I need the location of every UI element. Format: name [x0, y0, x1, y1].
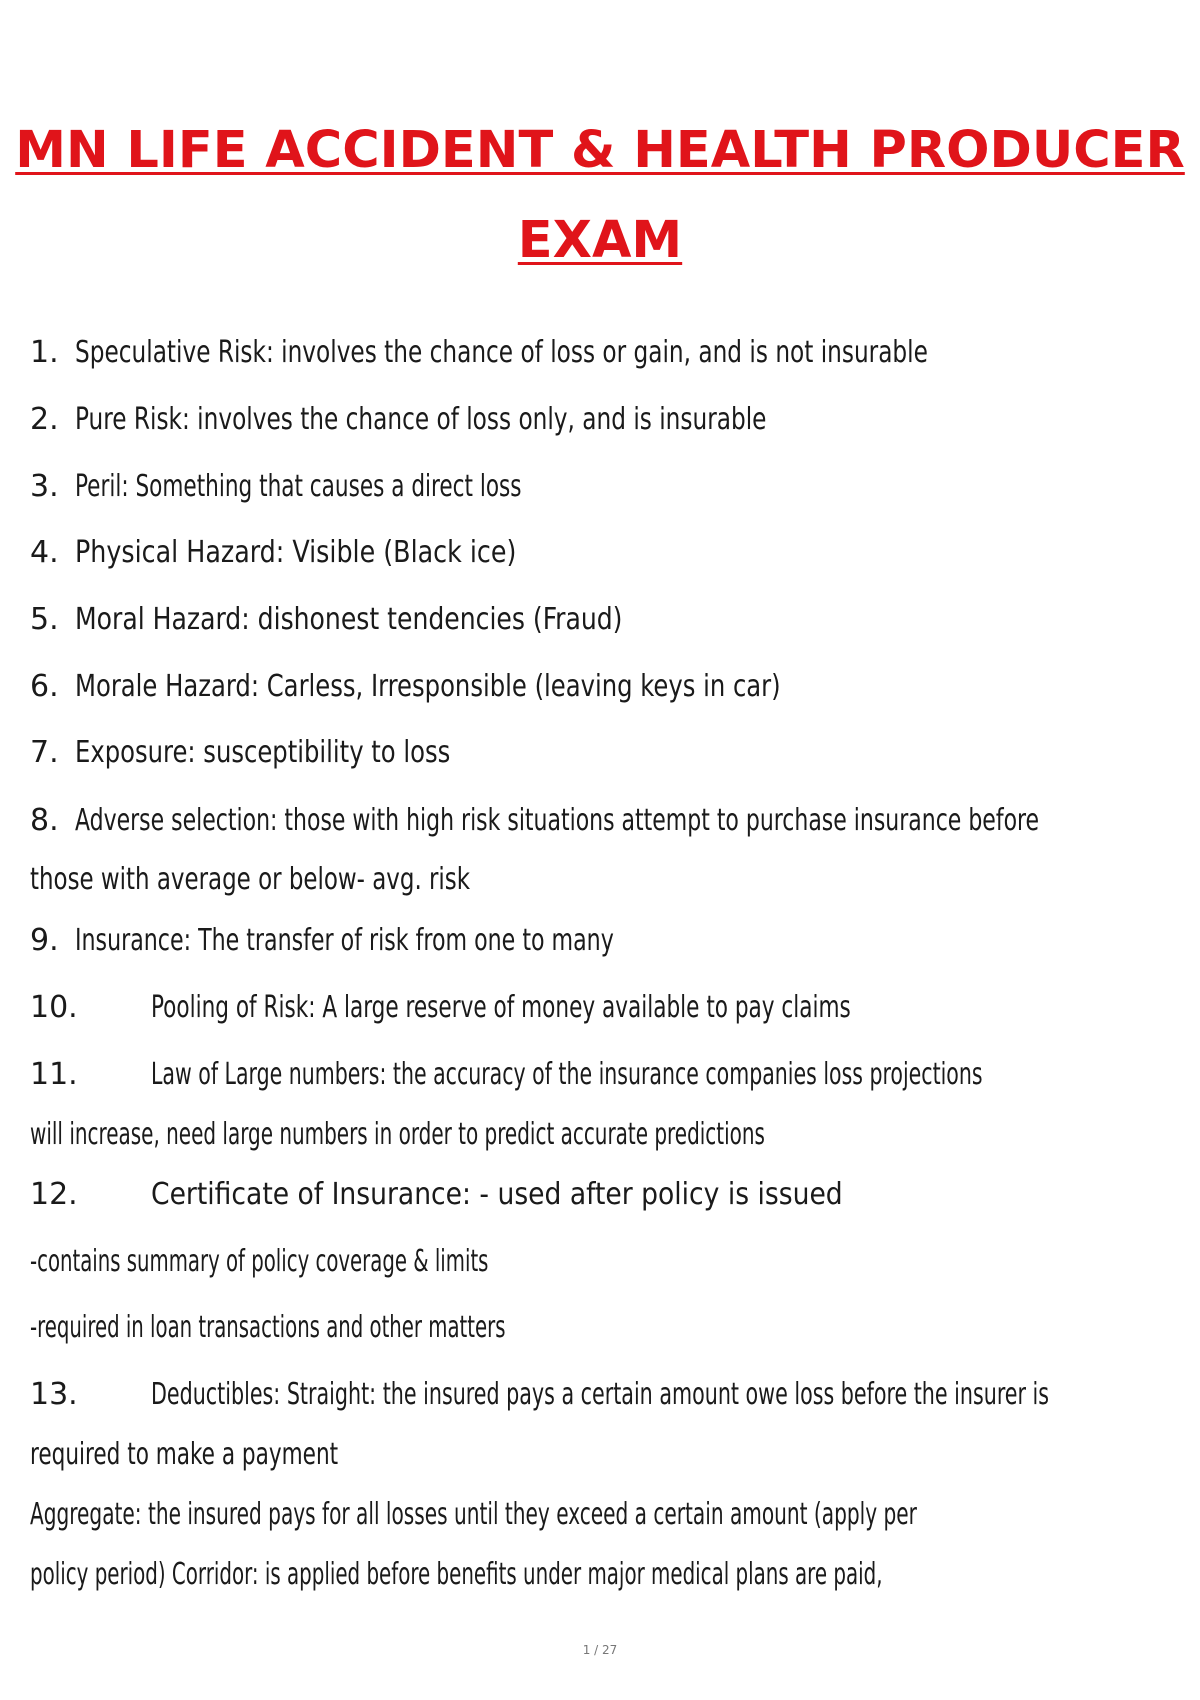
item-text: Morale Hazard: Carless, Irresponsible (leaving keys in car) [75, 669, 781, 704]
list-item [30, 669, 1170, 704]
item-text: Pooling of Risk: A large reserve of money available to pay claims [150, 990, 851, 1025]
item-text: policy period) Corridor: is applied before benefits under major medical plans are paid, [30, 1557, 883, 1592]
list-item-continuation [30, 1310, 1170, 1345]
list-item [30, 335, 1170, 370]
item-text: required to make a payment [30, 1437, 339, 1472]
item-text: Aggregate: the insured pays for all losses until they exceed a certain amount (apply per [30, 1497, 917, 1532]
item-number: 11. [30, 1057, 78, 1092]
list-item [30, 402, 1170, 437]
item-text: Speculative Risk: involves the chance of loss or gain, and is not insurable [75, 335, 929, 370]
list-item [30, 735, 1170, 770]
item-number: 9. [30, 923, 59, 958]
item-number: 8. [30, 803, 59, 838]
item-number: 4. [30, 535, 59, 570]
item-text: Law of Large numbers: the accuracy of the insurance companies loss projections [150, 1057, 983, 1092]
item-number: 10. [30, 990, 78, 1025]
item-text: Exposure: susceptibility to loss [75, 735, 451, 770]
document-title-line-1: MN LIFE ACCIDENT & HEALTH PRODUCER [15, 121, 1185, 180]
item-text: Deductibles: Straight: the insured pays a certain amount owe loss before the insurer is [150, 1377, 1049, 1412]
list-item [30, 469, 1170, 504]
item-text: Moral Hazard: dishonest tendencies (Fraud) [75, 602, 623, 637]
item-number: 5. [30, 602, 59, 637]
item-number: 7. [30, 735, 59, 770]
item-text: those with average or below- avg. risk [30, 862, 471, 897]
item-number: 13. [30, 1377, 78, 1412]
list-item [30, 1177, 1170, 1212]
list-item [30, 923, 1170, 958]
item-text: -required in loan transactions and other matters [30, 1310, 506, 1345]
document-title-line-2: EXAM [517, 211, 683, 270]
list-item-continuation [30, 1437, 1170, 1472]
page-number: 1 / 27 [582, 1643, 618, 1657]
item-text: Pure Risk: involves the chance of loss only, and is insurable [75, 402, 767, 437]
list-item [30, 602, 1170, 637]
list-item [30, 803, 1170, 838]
item-number: 6. [30, 669, 59, 704]
list-item-continuation [30, 1557, 1170, 1592]
item-text: will increase, need large numbers in order to predict accurate predictions [30, 1117, 765, 1152]
item-text: Peril: Something that causes a direct loss [75, 469, 522, 504]
list-item-continuation [30, 1117, 1170, 1152]
list-item [30, 1377, 1170, 1412]
list-item-continuation [30, 862, 1170, 897]
list-item [30, 535, 1170, 570]
item-text: Certificate of Insurance: - used after policy is issued [150, 1177, 843, 1212]
item-number: 12. [30, 1177, 78, 1212]
item-text: Insurance: The transfer of risk from one to many [75, 923, 615, 958]
list-item [30, 990, 1170, 1025]
item-number: 1. [30, 335, 59, 370]
item-text: -contains summary of policy coverage & limits [30, 1244, 489, 1279]
list-item-continuation [30, 1244, 1170, 1279]
item-text: Physical Hazard: Visible (Black ice) [75, 535, 517, 570]
list-item [30, 1057, 1170, 1092]
item-number: 2. [30, 402, 59, 437]
item-text: Adverse selection: those with high risk situations attempt to purchase insurance before [75, 803, 1040, 838]
item-number: 3. [30, 469, 59, 504]
list-item-continuation [30, 1497, 1170, 1532]
